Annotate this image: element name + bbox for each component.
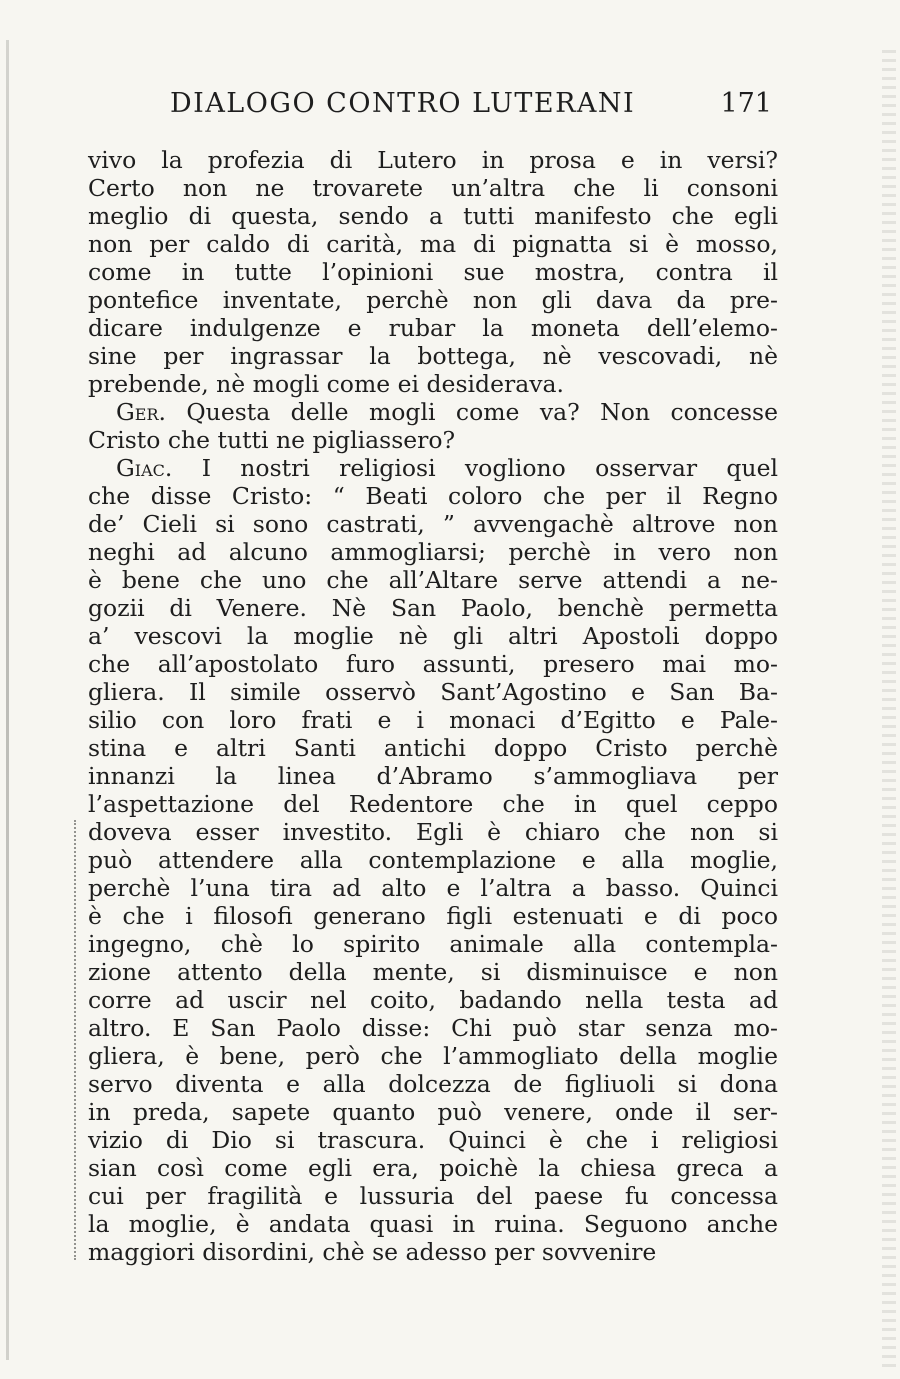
text-line: [88, 1014, 778, 1042]
text-line: [88, 846, 778, 874]
scan-edge-right: [882, 50, 896, 1370]
text-line: [88, 258, 778, 286]
line-text: silio con loro frati e i monaci d’Egitto e Pale-: [88, 706, 778, 734]
line-text: come in tutte l’opinioni sue mostra, contra il: [88, 258, 778, 286]
text-line: [88, 538, 778, 566]
line-text: altro. E San Paolo disse: Chi può star senza mo-: [88, 1014, 778, 1042]
text-line: [88, 678, 778, 706]
text-line: [88, 286, 778, 314]
text-line: [88, 1042, 778, 1070]
line-text: dicare indulgenze e rubar la moneta dell’elemo-: [88, 314, 778, 342]
text-line: [88, 370, 778, 398]
text-line: [88, 398, 778, 426]
line-text: zione attento della mente, si disminuisce e non: [88, 958, 778, 986]
text-line: [88, 594, 778, 622]
line-text: doveva esser investito. Egli è chiaro che non si: [88, 818, 778, 846]
text-line: [88, 146, 778, 174]
text-line: [88, 958, 778, 986]
line-text: prebende, nè mogli come ei desiderava.: [88, 370, 564, 398]
text-line: [88, 482, 778, 510]
line-text: sian così come egli era, poichè la chiesa greca a: [88, 1154, 778, 1182]
text-line: [88, 902, 778, 930]
text-line: [88, 650, 778, 678]
line-text: a’ vescovi la moglie nè gli altri Apostoli doppo: [88, 622, 778, 650]
line-text: corre ad uscir nel coito, badando nella testa ad: [88, 986, 778, 1014]
line-text: stina e altri Santi antichi doppo Cristo perchè: [88, 734, 778, 762]
text-line: [88, 762, 778, 790]
line-text: sine per ingrassar la bottega, nè vescovadi, nè: [88, 342, 778, 370]
line-text: gliera, è bene, però che l’ammogliato della moglie: [88, 1042, 778, 1070]
line-text: vivo la profezia di Lutero in prosa e in versi?: [88, 146, 778, 174]
line-text: può attendere alla contemplazione e alla moglie,: [88, 846, 778, 874]
line-text: meglio di questa, sendo a tutti manifesto che egli: [88, 202, 778, 230]
text-line: [88, 230, 778, 258]
line-text: Certo non ne trovarete un’altra che li consoni: [88, 174, 778, 202]
margin-bracket-mark: [74, 820, 82, 1260]
text-line: [88, 566, 778, 594]
text-line: [88, 1154, 778, 1182]
speaker-label: Ger.: [116, 398, 166, 426]
line-text: perchè l’una tira ad alto e l’altra a basso. Quinci: [88, 874, 778, 902]
line-text: innanzi la linea d’Abramo s’ammogliava per: [88, 762, 778, 790]
scan-edge-left: [6, 40, 9, 1360]
text-line: [88, 930, 778, 958]
line-text: l’aspettazione del Redentore che in quel ceppo: [88, 790, 778, 818]
text-line: [88, 790, 778, 818]
text-line: [88, 1126, 778, 1154]
text-line: [88, 1210, 778, 1238]
text-line: [88, 1182, 778, 1210]
line-text: cui per fragilità e lussuria del paese fu concessa: [88, 1182, 778, 1210]
text-line: [88, 314, 778, 342]
page-header: [170, 88, 780, 128]
text-line: [88, 818, 778, 846]
line-text: non per caldo di carità, ma di pignatta si è mosso,: [88, 230, 778, 258]
line-text: gliera. Il simile osservò Sant’Agostino e San Ba-: [88, 678, 778, 706]
line-text: Cristo che tutti ne pigliassero?: [88, 426, 456, 454]
line-text: è che i filosofi generano figli estenuati e di poco: [88, 902, 778, 930]
line-text: maggiori disordini, chè se adesso per sovvenire: [88, 1238, 657, 1266]
line-text: la moglie, è andata quasi in ruina. Seguono anche: [88, 1210, 778, 1238]
text-line: [88, 1238, 778, 1266]
line-text: è bene che uno che all’Altare serve attendi a ne-: [88, 566, 778, 594]
text-line: [88, 510, 778, 538]
line-text: che all’apostolato furo assunti, presero mai mo-: [88, 650, 778, 678]
body-text: [88, 146, 778, 1266]
text-line: [88, 426, 778, 454]
line-text: pontefice inventate, perchè non gli dava da pre-: [88, 286, 778, 314]
line-text: I nostri religiosi vogliono osservar quel: [172, 454, 778, 482]
speaker-label: Giac.: [116, 454, 173, 482]
text-line: [88, 874, 778, 902]
page-number: 171: [720, 88, 772, 119]
line-text: Questa delle mogli come va? Non concesse: [165, 398, 778, 426]
line-text: ingegno, chè lo spirito animale alla contempla-: [88, 930, 778, 958]
text-line: [88, 1070, 778, 1098]
line-text: in preda, sapete quanto può venere, onde il ser-: [88, 1098, 778, 1126]
text-line: [88, 986, 778, 1014]
line-text: gozii di Venere. Nè San Paolo, benchè permetta: [88, 594, 778, 622]
text-line: [88, 706, 778, 734]
line-text: che disse Cristo: “ Beati coloro che per il Regno: [88, 482, 778, 510]
line-text: de’ Cieli si sono castrati, ” avvengachè altrove non: [88, 510, 778, 538]
text-line: [88, 342, 778, 370]
text-line: [88, 622, 778, 650]
text-line: [88, 734, 778, 762]
text-line: [88, 174, 778, 202]
text-line: [88, 1098, 778, 1126]
line-text: neghi ad alcuno ammogliarsi; perchè in vero non: [88, 538, 778, 566]
running-title: DIALOGO CONTRO LUTERANI: [170, 88, 636, 119]
text-line: [88, 454, 778, 482]
text-line: [88, 202, 778, 230]
line-text: servo diventa e alla dolcezza de figliuoli si dona: [88, 1070, 778, 1098]
line-text: vizio di Dio si trascura. Quinci è che i religiosi: [88, 1126, 778, 1154]
